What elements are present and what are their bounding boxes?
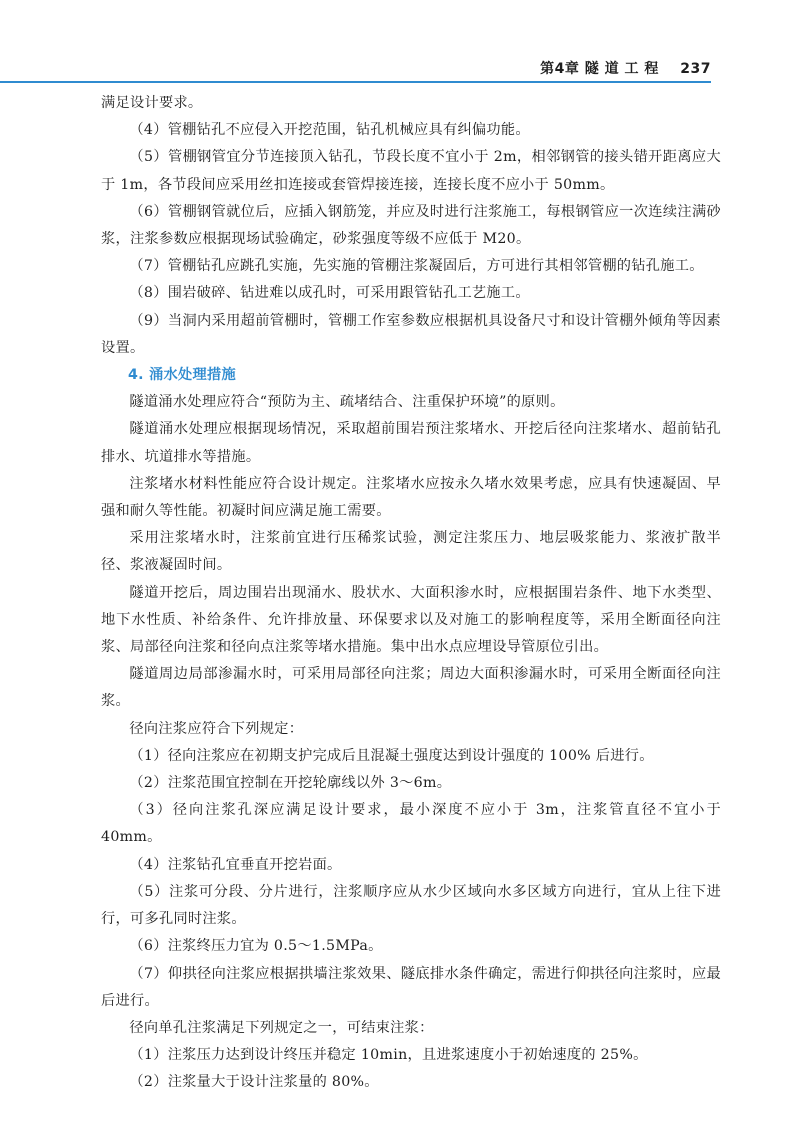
header-rule — [0, 81, 711, 83]
paragraph: 注浆堵水材料性能应符合设计规定。注浆堵水应按永久堵水效果考虑，应具有快速凝固、早强和耐久等性能。初凝时间应满足施工需要。 — [101, 475, 721, 520]
chapter-label: 第4章 — [540, 61, 580, 77]
paragraph: 径向单孔注浆满足下列规定之一，可结束注浆： — [129, 1019, 434, 1036]
list-item: （7）仰拱径向注浆应根据拱墙注浆效果、隧底排水条件确定，需进行仰拱径向注浆时，应最后进行。 — [101, 965, 721, 1009]
paragraph: 隧道周边局部渗漏水时，可采用局部径向注浆；周边大面积渗漏水时，可采用全断面径向注浆。 — [101, 666, 721, 710]
header-text — [540, 58, 711, 78]
list-item: （3）径向注浆孔深应满足设计要求，最小深度不应小于 3m，注浆管直径不宜小于 40mm。 — [101, 802, 721, 846]
chapter-title: 隧 道 工 程 — [584, 61, 659, 77]
list-item: （6）注浆终压力宜为 0.5～1.5MPa。 — [129, 938, 383, 955]
paragraph: （7）管棚钻孔应跳孔实施，先实施的管棚注浆凝固后，方可进行其相邻管棚的钻孔施工。 — [129, 258, 704, 275]
section-heading: 4. 涌水处理措施 — [127, 367, 236, 384]
paragraph: （6）管棚钢管就位后，应插入钢筋笼，并应及时进行注浆施工，每根钢管应一次连续注满砂浆，注浆参数应根据现场试验确定，砂浆强度等级不应低于 M20。 — [101, 203, 721, 248]
paragraph: 径向注浆应符合下列规定： — [129, 720, 304, 737]
list-item: （2）注浆范围宜控制在开挖轮廓线以外 3～6m。 — [129, 775, 452, 792]
paragraph: （5）管棚钢管宜分节连接顶入钻孔，节段长度不宜小于 2m，相邻钢管的接头错开距离应大于 1m，各节段间应采用丝扣连接或套管焊接连接，连接长度不应小于 50mm。 — [101, 149, 721, 193]
paragraph: 隧道涌水处理应符合“预防为主、疏堵结合、注重保护环境”的原则。 — [129, 394, 565, 411]
paragraph: 满足设计要求。 — [101, 95, 203, 111]
list-item: （2）注浆量大于设计注浆量的 80%。 — [129, 1074, 379, 1091]
running-header — [0, 58, 711, 84]
body-text — [101, 90, 721, 1097]
paragraph: 采用注浆堵水时，注浆前宜进行压稀浆试验，测定注浆压力、地层吸浆能力、浆液扩散半径、浆液凝固时间。 — [101, 530, 721, 574]
paragraph: （4）管棚钻孔不应侵入开挖范围，钻孔机械应具有纠偏功能。 — [129, 122, 530, 139]
page-number: 237 — [680, 61, 711, 77]
paragraph: 隧道开挖后，周边围岩出现涌水、股状水、大面积渗水时，应根据围岩条件、地下水类型、地下水性质、补给条件、允许排放量、环保要求以及对施工的影响程度等，采用全断面径向注浆、局部径向注浆和径向点注浆等堵水措施。集中出水点应埋设导管原位引出。 — [101, 584, 721, 656]
list-item: （5）注浆可分段、分片进行，注浆顺序应从水少区域向水多区域方向进行，宜从上往下进行，可多孔同时注浆。 — [101, 883, 721, 928]
paragraph: （8）围岩破碎、钻进难以成孔时，可采用跟管钻孔工艺施工。 — [129, 285, 530, 302]
paragraph: （9）当洞内采用超前管棚时，管棚工作室参数应根据机具设备尺寸和设计管棚外倾角等因素设置。 — [101, 312, 721, 356]
list-item: （1）注浆压力达到设计终压并稳定 10min，且进浆速度小于初始速度的 25%。 — [129, 1047, 648, 1064]
list-item: （1）径向注浆应在初期支护完成后且混凝土强度达到设计强度的 100% 后进行。 — [129, 747, 654, 764]
paragraph: 隧道涌水处理应根据现场情况，采取超前围岩预注浆堵水、开挖后径向注浆堵水、超前钻孔排水、坑道排水等措施。 — [101, 421, 721, 465]
list-item: （4）注浆钻孔宜垂直开挖岩面。 — [129, 856, 342, 873]
